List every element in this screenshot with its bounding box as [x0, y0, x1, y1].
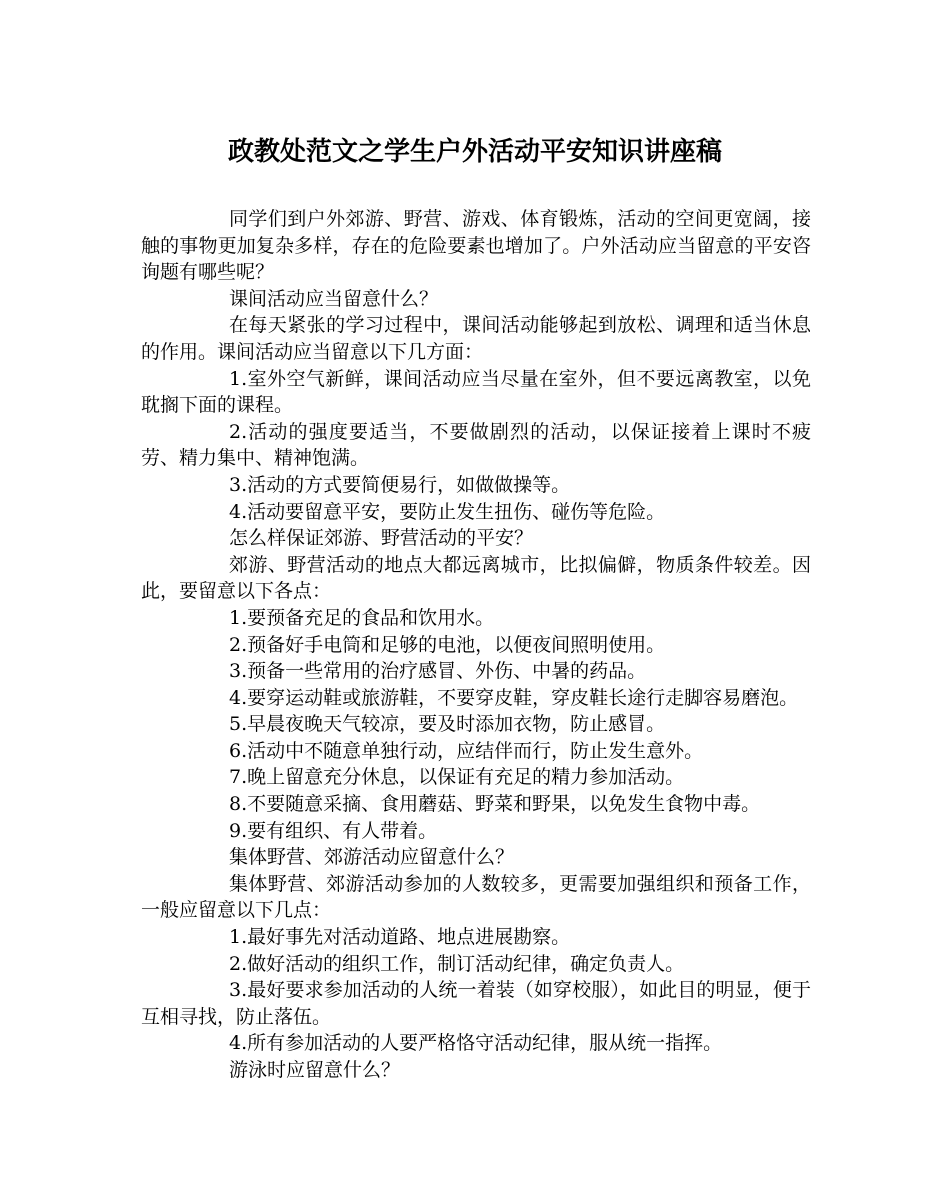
paragraph: 怎么样保证郊游、野营活动的平安？ — [229, 527, 534, 550]
paragraph: 3.预备一些常用的治疗感冒、外伤、中暑的药品。 — [229, 660, 647, 683]
paragraph: 3.活动的方式要简便易行，如做做操等。 — [229, 473, 571, 496]
paragraph: 8.不要随意采摘、食用蘑菇、野菜和野果，以免发生食物中毒。 — [229, 793, 761, 816]
paragraph: 游泳时应留意什么？ — [229, 1059, 401, 1081]
paragraph: 3.最好要求参加活动的人统一着装（如穿校服），如此目的明显，便于互相寻找，防止落伍。 — [141, 979, 811, 1028]
paragraph: 集体野营、郊游活动应留意什么？ — [229, 846, 515, 869]
paragraph: 6.活动中不随意单独行动，应结伴而行，防止发生意外。 — [229, 739, 704, 762]
paragraph: 1.室外空气新鲜，课间活动应当尽量在室外，但不要远离教室，以免耽搁下面的课程。 — [141, 367, 811, 417]
paragraph: 1.最好事先对活动道路、地点进展勘察。 — [229, 926, 571, 949]
paragraph: 4.活动要留意平安，要防止发生扭伤、碰伤等危险。 — [229, 500, 666, 523]
paragraph: 在每天紧张的学习过程中，课间活动能够起到放松、调理和适当休息的作用。课间活动应当留意以下几方面： — [141, 314, 811, 363]
paragraph: 郊游、野营活动的地点大都远离城市，比拟偏僻，物质条件较差。因此，要留意以下各点： — [141, 553, 811, 603]
document-body — [141, 206, 811, 1084]
paragraph: 集体野营、郊游活动参加的人数较多，更需要加强组织和预备工作，一般应留意以下几点： — [141, 872, 811, 922]
paragraph: 7.晚上留意充分休息，以保证有充足的精力参加活动。 — [229, 766, 685, 789]
paragraph: 同学们到户外郊游、野营、游戏、体育锻炼，活动的空间更宽阔，接触的事物更加复杂多样，存在的危险要素也增加了。户外活动应当留意的平安咨询题有哪些呢？ — [141, 208, 811, 284]
document-title: 政教处范文之学生户外活动平安知识讲座稿 — [227, 137, 722, 167]
paragraph: 4.要穿运动鞋或旅游鞋，不要穿皮鞋，穿皮鞋长途行走脚容易磨泡。 — [229, 686, 799, 709]
paragraph: 9.要有组织、有人带着。 — [229, 819, 438, 842]
paragraph: 4.所有参加活动的人要严格恪守活动纪律，服从统一指挥。 — [229, 1032, 723, 1055]
paragraph: 1.要预备充足的食品和饮用水。 — [229, 606, 495, 629]
paragraph: 2.做好活动的组织工作，制订活动纪律，确定负责人。 — [229, 952, 685, 975]
paragraph: 5.早晨夜晚天气较凉，要及时添加衣物，防止感冒。 — [229, 713, 666, 736]
paragraph: 课间活动应当留意什么？ — [229, 287, 439, 310]
paragraph: 2.活动的强度要适当，不要做剧烈的活动，以保证接着上课时不疲劳、精力集中、精神饱满。 — [141, 420, 811, 470]
paragraph: 2.预备好手电筒和足够的电池，以便夜间照明使用。 — [229, 633, 666, 656]
